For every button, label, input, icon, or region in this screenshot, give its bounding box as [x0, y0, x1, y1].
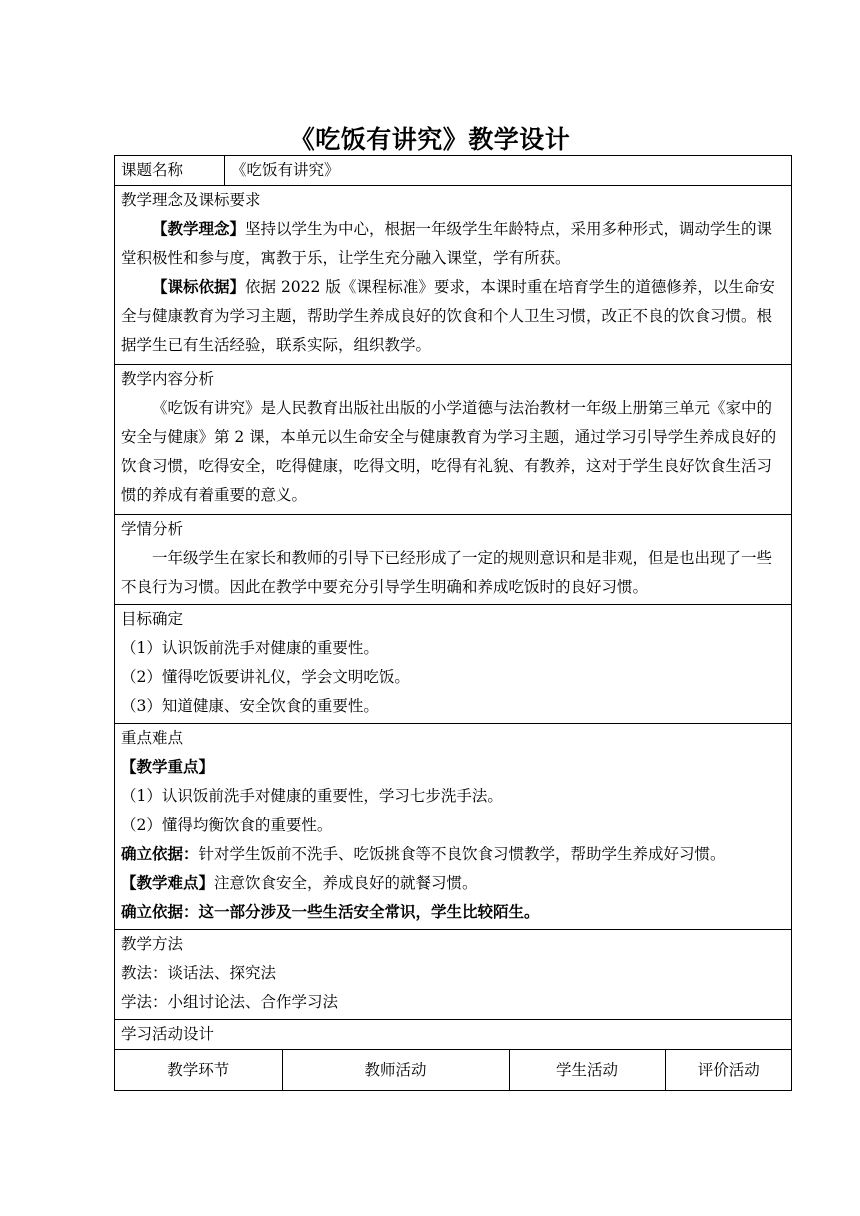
basis-1	[121, 840, 785, 869]
course-row	[115, 156, 792, 186]
goal-item: （3）知道健康、安全饮食的重要性。	[121, 697, 379, 715]
focus-label: 【教学重点】	[121, 758, 215, 776]
focus-item: （1）认识饭前洗手对健康的重要性，学习七步洗手法。	[121, 787, 503, 805]
philosophy-paragraph-1	[121, 215, 785, 273]
methods-row	[115, 930, 792, 1020]
standard-label: 【课标依据】	[152, 278, 246, 296]
standard-text: 依据 2022 版《课程标准》要求，本课时重在培育学生的道德修养，以生命安全与健康教育为学习主题，帮助学生养成良好的饮食和个人卫生习惯，改正不良的饮食习惯。根据学生已有生活经验，联系实际，组织教学。	[121, 278, 775, 354]
standard-paragraph	[121, 273, 785, 360]
goal-item: （1）认识饭前洗手对健康的重要性。	[121, 639, 379, 657]
keypoints-row	[115, 724, 792, 930]
philosophy-text: 坚持以学生为中心，根据一年级学生年龄特点，采用多种形式，调动学生的课堂积极性和参与度，寓教于乐，让学生充分融入课堂，学有所获。	[121, 220, 773, 267]
focus-item: （2）懂得均衡饮食的重要性。	[121, 816, 333, 834]
philosophy-label: 【教学理念】	[152, 220, 246, 238]
column-header: 教学环节	[115, 1050, 282, 1090]
students-text: 一年级学生在家长和教师的引导下已经形成了一定的规则意识和是非观，但是也出现了一些不良行为习惯。因此在教学中要充分引导学生明确和养成吃饭时的良好习惯。	[121, 549, 773, 596]
basis-2: 确立依据：这一部分涉及一些生活安全常识，学生比较陌生。	[121, 903, 540, 921]
difficulty-text: 注意饮食安全，养成良好的就餐习惯。	[214, 874, 478, 892]
students-row	[115, 515, 792, 605]
content-heading: 教学内容分析	[121, 370, 215, 388]
basis-1-text: 针对学生饭前不洗手、吃饭挑食等不良饮食习惯教学，帮助学生养成好习惯。	[198, 845, 726, 863]
activities-heading-row	[115, 1020, 792, 1050]
column-header: 教师活动	[282, 1050, 509, 1090]
column-header: 学生活动	[509, 1050, 665, 1090]
content-text: 《吃饭有讲究》是人民教育出版社出版的小学道德与法治教材一年级上册第三单元《家中的安全与健康》第 2 课，本单元以生命安全与健康教育为学习主题，通过学习引导学生养成良好的饮食习惯，吃得安全，吃得健康，吃得文明，吃得有礼貌、有教养，这对于学生良好饮食生活习惯的养成有着重要的意义。	[121, 399, 777, 504]
basis-1-label: 确立依据：	[121, 845, 199, 863]
content-row	[115, 365, 792, 515]
teaching-methods: 教法：谈话法、探究法	[121, 964, 277, 982]
keypoints-heading: 重点难点	[121, 729, 184, 747]
philosophy-row	[115, 186, 792, 365]
activities-header-table	[115, 1050, 792, 1090]
document-title: 《吃饭有讲究》教学设计	[289, 125, 571, 154]
course-value: 《吃饭有讲究》	[225, 156, 792, 186]
activities-columns-row	[115, 1050, 792, 1091]
goals-heading: 目标确定	[121, 610, 184, 628]
goals-row	[115, 605, 792, 724]
methods-heading: 教学方法	[121, 935, 184, 953]
course-label: 课题名称	[115, 156, 225, 186]
difficulty	[121, 869, 785, 898]
learning-methods: 学法：小组讨论法、合作学习法	[121, 993, 339, 1011]
goal-item: （2）懂得吃饭要讲礼仪，学会文明吃饭。	[121, 668, 410, 686]
difficulty-label: 【教学难点】	[121, 874, 215, 892]
students-heading: 学情分析	[121, 520, 184, 538]
philosophy-heading: 教学理念及课标要求	[121, 191, 261, 209]
activities-heading: 学习活动设计	[121, 1025, 215, 1043]
column-header: 评价活动	[697, 1061, 760, 1079]
lesson-plan-table	[114, 155, 792, 1091]
